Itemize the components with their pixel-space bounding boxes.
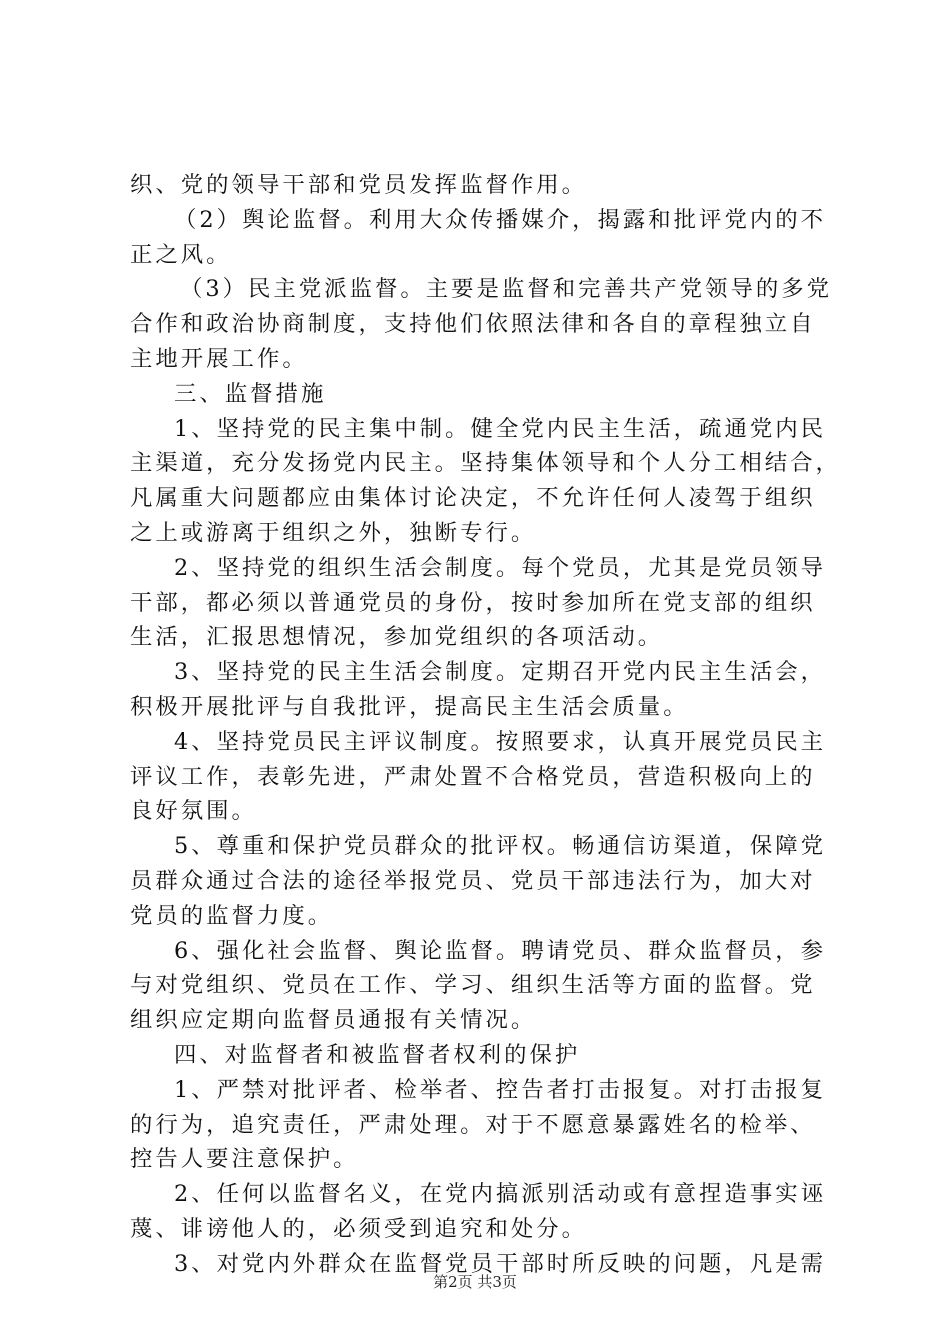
text-line: 3、坚持党的民主生活会制度。定期召开党内民主生活会， <box>174 659 827 686</box>
text-line: 4、坚持党员民主评议制度。按照要求，认真开展党员民主 <box>174 728 827 755</box>
text-line: 1、坚持党的民主集中制。健全党内民主生活，疏通党内民 <box>174 415 827 442</box>
page-number: 第2页 共3页 <box>433 1273 517 1291</box>
text-line: 与对党组织、党员在工作、学习、组织生活等方面的监督。党 <box>130 972 816 999</box>
text-line: 主地开展工作。 <box>130 345 308 372</box>
section-heading: 四、对监督者和被监督者权利的保护 <box>174 1041 581 1068</box>
section-heading: 三、监督措施 <box>174 380 327 407</box>
text-line: 2、任何以监督名义，在党内搞派别活动或有意捏造事实诬 <box>174 1181 827 1208</box>
text-line: 的行为，追究责任，严肃处理。对于不愿意暴露姓名的检举、 <box>130 1111 816 1138</box>
text-line: 凡属重大问题都应由集体讨论决定，不允许任何人凌驾于组织 <box>130 485 816 512</box>
text-line: 良好氛围。 <box>130 798 257 825</box>
text-line: 3、对党内外群众在监督党员干部时所反映的问题，凡是需 <box>174 1250 827 1277</box>
text-line: 2、坚持党的组织生活会制度。每个党员，尤其是党员领导 <box>174 554 827 581</box>
text-line: 之上或游离于组织之外，独断专行。 <box>130 519 537 546</box>
text-line: 控告人要注意保护。 <box>130 1146 359 1173</box>
text-line: 织、党的领导干部和党员发挥监督作用。 <box>130 172 588 198</box>
text-line: 评议工作，表彰先进，严肃处置不合格党员，营造积极向上的 <box>130 763 816 790</box>
text-line: 1、严禁对批评者、检举者、控告者打击报复。对打击报复 <box>174 1076 827 1103</box>
text-line: 组织应定期向监督员通报有关情况。 <box>130 1007 537 1034</box>
text-line: 干部，都必须以普通党员的身份，按时参加所在党支部的组织 <box>130 589 816 616</box>
text-line: （2）舆论监督。利用大众传播媒介，揭露和批评党内的不 <box>174 206 827 233</box>
text-line: 员群众通过合法的途径举报党员、党员干部违法行为，加大对 <box>130 867 816 894</box>
text-line: 6、强化社会监督、舆论监督。聘请党员、群众监督员，参 <box>174 937 827 964</box>
text-line: 积极开展批评与自我批评，提高民主生活会质量。 <box>130 693 689 720</box>
text-line: 生活，汇报思想情况，参加党组织的各项活动。 <box>130 624 664 651</box>
text-line: 5、尊重和保护党员群众的批评权。畅通信访渠道，保障党 <box>174 833 827 860</box>
text-line: 主渠道，充分发扬党内民主。坚持集体领导和个人分工相结合， <box>130 450 841 477</box>
text-line: （3）民主党派监督。主要是监督和完善共产党领导的多党 <box>180 276 833 303</box>
text-line: 合作和政治协商制度，支持他们依照法律和各自的章程独立自 <box>130 311 816 338</box>
text-line: 蔑、诽谤他人的，必须受到追究和处分。 <box>130 1215 588 1242</box>
document-body <box>130 168 841 1282</box>
text-line: 正之风。 <box>130 241 232 268</box>
page-footer <box>0 1271 950 1292</box>
text-line: 党员的监督力度。 <box>130 902 334 929</box>
